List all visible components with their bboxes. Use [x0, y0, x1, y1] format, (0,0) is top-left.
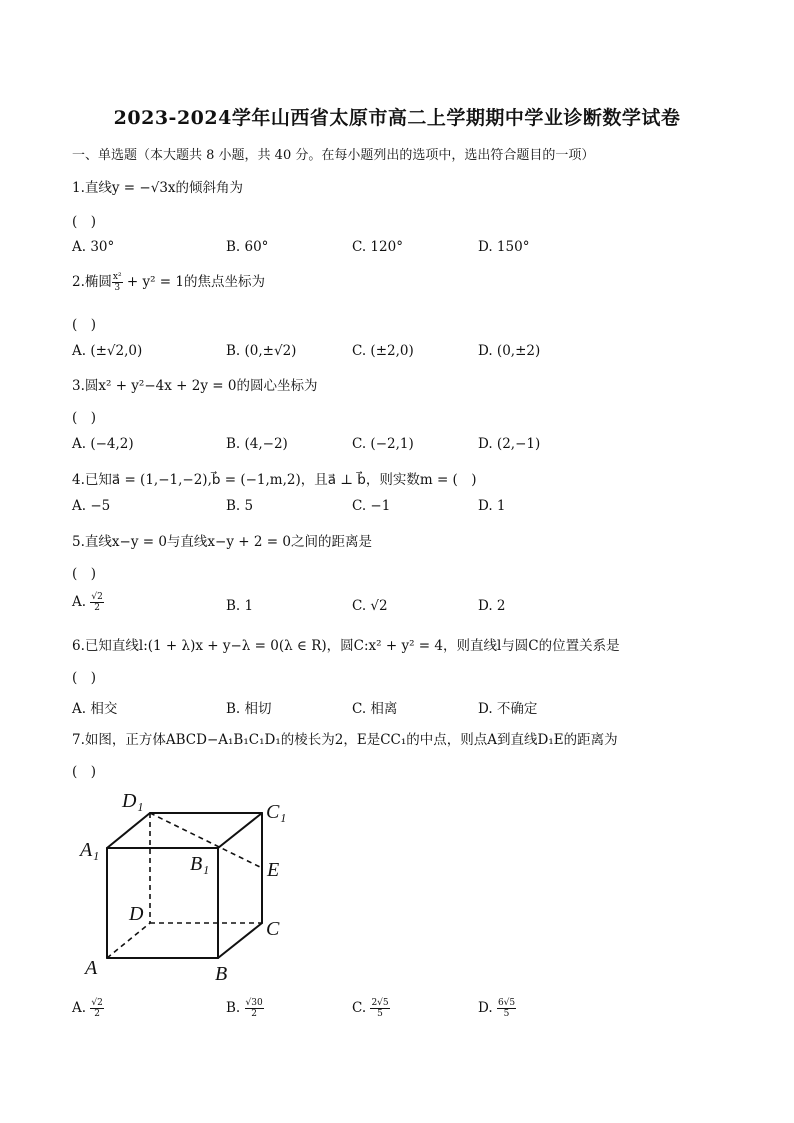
option-b: B. (0,±√2) — [226, 343, 297, 359]
question-text: 如图，正方体ABCD−A₁B₁C₁D₁的棱长为2，E是CC₁的中点，则点A到直线D₁E的距离为 — [84, 732, 618, 748]
question-text-before: 椭圆 — [84, 274, 112, 290]
option-b: B. 60° — [226, 239, 269, 255]
option-fraction — [90, 592, 103, 613]
label-c1: C₁ — [266, 801, 287, 823]
question-text: 直线y = −√3x的倾斜角为 — [84, 180, 244, 196]
fraction-numerator: √2 — [91, 998, 103, 1008]
option-a: A. 30° — [72, 239, 115, 255]
question-3 — [72, 374, 317, 394]
question-number: 7. — [72, 732, 85, 748]
option-d: D. (0,±2) — [478, 343, 541, 359]
option-c: C. 相离 — [352, 701, 398, 717]
option-fraction — [370, 998, 389, 1019]
option-prefix: A. — [72, 1000, 91, 1016]
ellipse-fraction — [112, 272, 123, 293]
question-text: 已知a⃗ = (1,−1,−2),b⃗ = (−1,m,2)，且a⃗ ⊥ b⃗，则实数m = ( ) — [84, 472, 477, 488]
question-2 — [72, 270, 265, 293]
option-a: A. (−4,2) — [72, 436, 134, 452]
hidden-edge-ad — [107, 923, 150, 958]
option-b: B. (4,−2) — [226, 436, 288, 452]
option-d: D. 2 — [478, 598, 506, 614]
question-number: 3. — [72, 378, 85, 394]
option-fraction — [90, 998, 103, 1019]
label-d1: D₁ — [122, 790, 144, 812]
answer-paren: ( ) — [72, 214, 97, 230]
option-c: C. −1 — [352, 498, 391, 514]
question-5 — [72, 530, 372, 550]
question-number: 4. — [72, 472, 85, 488]
option-c: C. (−2,1) — [352, 436, 414, 452]
option-b: B. 1 — [226, 598, 254, 614]
option-fraction — [497, 998, 516, 1019]
label-e: E — [267, 859, 280, 881]
option-d — [478, 998, 516, 1019]
option-a: A. 相交 — [72, 701, 118, 717]
option-d: D. (2,−1) — [478, 436, 541, 452]
cube-figure — [78, 786, 298, 986]
option-d: D. 不确定 — [478, 701, 538, 717]
option-c: C. (±2,0) — [352, 343, 414, 359]
option-prefix: D. — [478, 1000, 497, 1016]
option-d: D. 150° — [478, 239, 530, 255]
label-b1: B₁ — [190, 853, 210, 875]
option-a — [72, 592, 104, 613]
answer-paren: ( ) — [72, 317, 97, 333]
option-prefix: C. — [352, 1000, 371, 1016]
question-7 — [72, 728, 618, 748]
option-b: B. 相切 — [226, 701, 272, 717]
option-a — [72, 998, 104, 1019]
option-c — [352, 998, 390, 1019]
option-prefix: A. — [72, 594, 91, 610]
option-b: B. 5 — [226, 498, 254, 514]
label-b: B — [215, 963, 228, 985]
fraction-denominator: 3 — [114, 283, 121, 293]
question-6 — [72, 634, 620, 654]
question-text-after: + y² = 1的焦点坐标为 — [122, 274, 265, 290]
edge-a1d1 — [107, 813, 150, 848]
fraction-denominator: 5 — [503, 1009, 510, 1019]
option-prefix: B. — [226, 1000, 245, 1016]
fraction-numerator: x² — [112, 272, 122, 282]
edge-bc — [218, 923, 262, 958]
fraction-denominator: 2 — [94, 1009, 100, 1019]
question-text: 已知直线l:(1 + λ)x + y−λ = 0(λ ∈ R)，圆C:x² + y² = 4，则直线l与圆C的位置关系是 — [84, 638, 620, 654]
label-d: D — [129, 903, 144, 925]
answer-paren: ( ) — [72, 410, 97, 426]
label-a: A — [85, 957, 98, 979]
question-number: 1. — [72, 180, 85, 196]
option-d: D. 1 — [478, 498, 506, 514]
question-1 — [72, 176, 243, 196]
option-b — [226, 998, 264, 1019]
section-heading: 一、单选题（本大题共 8 小题，共 40 分。在每小题列出的选项中，选出符合题目的一项） — [72, 148, 595, 163]
label-a1: A₁ — [80, 839, 100, 861]
page-title: 2023-2024学年山西省太原市高二上学期期中学业诊断数学试卷 — [113, 107, 681, 129]
fraction-denominator: 2 — [94, 603, 100, 613]
option-fraction — [245, 998, 264, 1019]
question-text: 圆x² + y²−4x + 2y = 0的圆心坐标为 — [84, 378, 318, 394]
question-number: 2. — [72, 274, 85, 290]
option-c: C. √2 — [352, 598, 388, 614]
question-number: 6. — [72, 638, 85, 654]
option-a: A. (±√2,0) — [72, 343, 143, 359]
question-text: 直线x−y = 0与直线x−y + 2 = 0之间的距离是 — [84, 534, 372, 550]
label-c: C — [266, 918, 280, 940]
answer-paren: ( ) — [72, 670, 97, 686]
fraction-denominator: 2 — [251, 1009, 257, 1019]
option-a: A. −5 — [72, 498, 111, 514]
question-number: 5. — [72, 534, 85, 550]
question-4 — [72, 468, 477, 488]
answer-paren: ( ) — [72, 764, 97, 780]
fraction-numerator: √30 — [245, 998, 263, 1008]
edge-b1c1 — [218, 813, 262, 848]
fraction-denominator: 5 — [377, 1009, 383, 1019]
fraction-numerator: 2√5 — [371, 998, 389, 1008]
answer-paren: ( ) — [72, 566, 97, 582]
option-c: C. 120° — [352, 239, 403, 255]
fraction-numerator: √2 — [91, 592, 103, 602]
fraction-numerator: 6√5 — [497, 998, 516, 1008]
